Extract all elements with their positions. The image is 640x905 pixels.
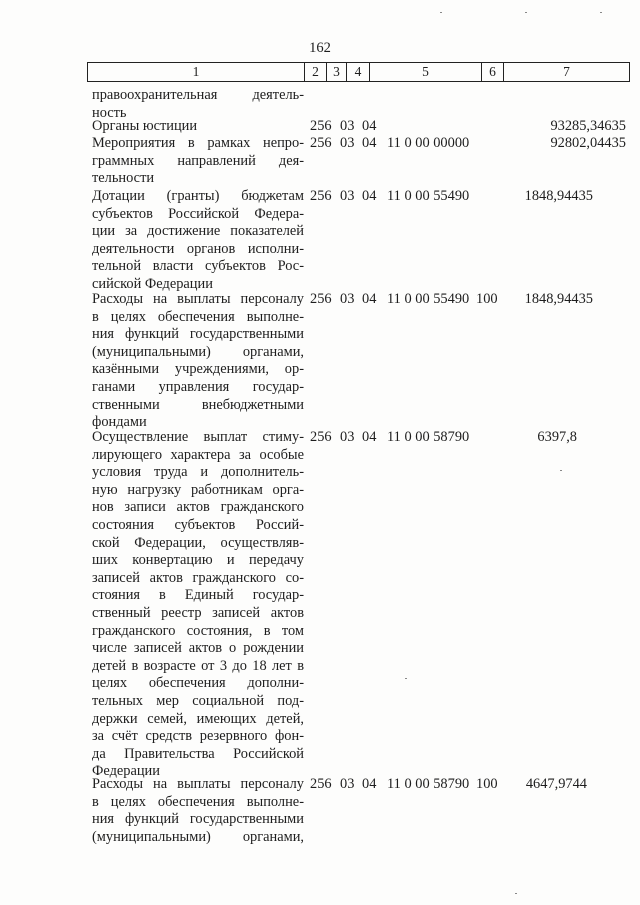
cell-rz: 03 — [340, 118, 355, 134]
scan-speck — [525, 12, 527, 13]
description-line: гражданского состояния, в том — [92, 622, 304, 639]
description-line: ции за достижение показателей — [92, 223, 304, 240]
description-line: Федерации — [92, 763, 160, 780]
description-line: лирующего характера за особые — [92, 446, 304, 463]
description-line: держки семей, имеющих детей, — [92, 710, 304, 727]
cell-gr: 256 — [310, 118, 332, 134]
cell-pr: 04 — [362, 118, 377, 134]
row-description — [92, 776, 304, 846]
cell-amount: 4647,9744 — [525, 776, 587, 792]
cell-pr: 04 — [362, 188, 377, 204]
scan-speck — [600, 12, 602, 13]
description-line: ную нагрузку работникам орга- — [92, 481, 304, 498]
description-line: состояния субъектов Россий- — [92, 516, 304, 533]
cell-csr: 11 0 00 58790 — [387, 776, 470, 792]
description-line: в целях обеспечения выполне- — [92, 308, 304, 325]
description-line: тельной власти субъектов Рос- — [92, 258, 304, 275]
description-line: числе записей актов о рождении — [92, 640, 304, 657]
cell-rz: 03 — [340, 188, 355, 204]
description-line: Органы юстиции — [92, 118, 198, 134]
header-col-1: 1 — [192, 64, 200, 79]
description-line: Расходы на выплаты персоналу — [92, 291, 304, 307]
cell-amount: 92802,04435 — [550, 135, 626, 151]
cell-csr: 11 0 00 00000 — [387, 135, 470, 151]
description-line: условия труда и дополнитель- — [92, 464, 304, 481]
cell-rz: 03 — [340, 291, 355, 307]
description-line: ственный реестр записей актов — [92, 604, 304, 621]
row-description — [92, 87, 304, 122]
header-col-6: 6 — [489, 64, 496, 79]
cell-pr: 04 — [362, 135, 377, 151]
description-line: Дотации (гранты) бюджетам — [92, 188, 304, 204]
cell-csr: 11 0 00 55490 — [387, 188, 470, 204]
cell-vr: 100 — [476, 776, 498, 792]
scan-speck — [405, 678, 407, 679]
cell-rz: 03 — [340, 135, 355, 151]
cell-pr: 04 — [362, 429, 377, 445]
description-line: целях обеспечения дополни- — [92, 675, 304, 692]
cell-csr: 11 0 00 55490 — [387, 291, 470, 307]
description-line: в целях обеспечения выполне- — [92, 793, 304, 810]
cell-rz: 03 — [340, 429, 355, 445]
cell-gr: 256 — [310, 188, 332, 204]
description-line: стояния в Единый государ- — [92, 587, 304, 604]
cell-gr: 256 — [310, 776, 332, 792]
description-line: нов записи актов гражданского — [92, 499, 304, 516]
scan-speck — [560, 470, 562, 471]
description-line: да Правительства Российской — [92, 745, 304, 762]
description-line: детей в возрасте от 3 до 18 лет в — [92, 657, 304, 674]
header-col-4: 4 — [354, 64, 362, 79]
header-col-5: 5 — [422, 64, 429, 79]
header-col-7: 7 — [563, 64, 570, 79]
cell-pr: 04 — [362, 776, 377, 792]
description-line: ганами управления государ- — [92, 378, 304, 395]
row-description — [92, 135, 304, 188]
row-description — [92, 429, 304, 781]
row-description — [92, 188, 304, 294]
cell-amount: 93285,34635 — [550, 118, 626, 134]
header-col-3: 3 — [333, 64, 340, 79]
description-line: фондами — [92, 414, 147, 431]
scan-speck — [440, 12, 442, 13]
cell-gr: 256 — [310, 291, 332, 307]
cell-gr: 256 — [310, 429, 332, 445]
description-line: тельных мер социальной под- — [92, 692, 304, 709]
description-line: записей актов гражданского со- — [92, 569, 304, 586]
cell-pr: 04 — [362, 291, 377, 307]
description-line: казёнными учреждениями, ор- — [92, 361, 304, 378]
description-line: за счёт средств резервного фон- — [92, 728, 304, 745]
cell-amount: 1848,94435 — [524, 188, 593, 204]
row-description — [92, 118, 304, 136]
description-line: (муниципальными) органами, — [92, 343, 304, 360]
cell-amount: 1848,94435 — [524, 291, 593, 307]
cell-vr: 100 — [476, 291, 498, 307]
description-line: деятельности органов исполни- — [92, 240, 304, 257]
cell-gr: 256 — [310, 135, 332, 151]
description-line: субъектов Российской Федера- — [92, 205, 304, 222]
row-description — [92, 291, 304, 432]
table-header — [87, 62, 630, 82]
description-line: тельности — [92, 170, 155, 187]
description-line: ской Федерации, осуществляв- — [92, 534, 304, 551]
description-line: Мероприятия в рамках непро- — [92, 135, 304, 151]
description-line: Осуществление выплат стиму- — [92, 429, 304, 445]
description-line: Расходы на выплаты персоналу — [92, 776, 304, 792]
cell-amount: 6397,8 — [537, 429, 577, 445]
description-line: ших конвертацию и передачу — [92, 552, 304, 569]
description-line: ственными внебюджетными — [92, 396, 304, 413]
header-col-2: 2 — [312, 64, 319, 79]
description-line: граммных направлений дея- — [92, 152, 304, 169]
cell-csr: 11 0 00 58790 — [387, 429, 470, 445]
cell-rz: 03 — [340, 776, 355, 792]
page-number: 162 — [309, 40, 331, 56]
description-line: (муниципальными) органами, — [92, 828, 304, 845]
scan-speck — [515, 893, 517, 894]
description-line: ния функций государственными — [92, 326, 304, 343]
description-line: ния функций государственными — [92, 811, 304, 828]
description-line: ность — [92, 104, 127, 121]
description-line: правоохранительная деятель- — [92, 87, 304, 103]
description-line: сийской Федерации — [92, 275, 213, 292]
